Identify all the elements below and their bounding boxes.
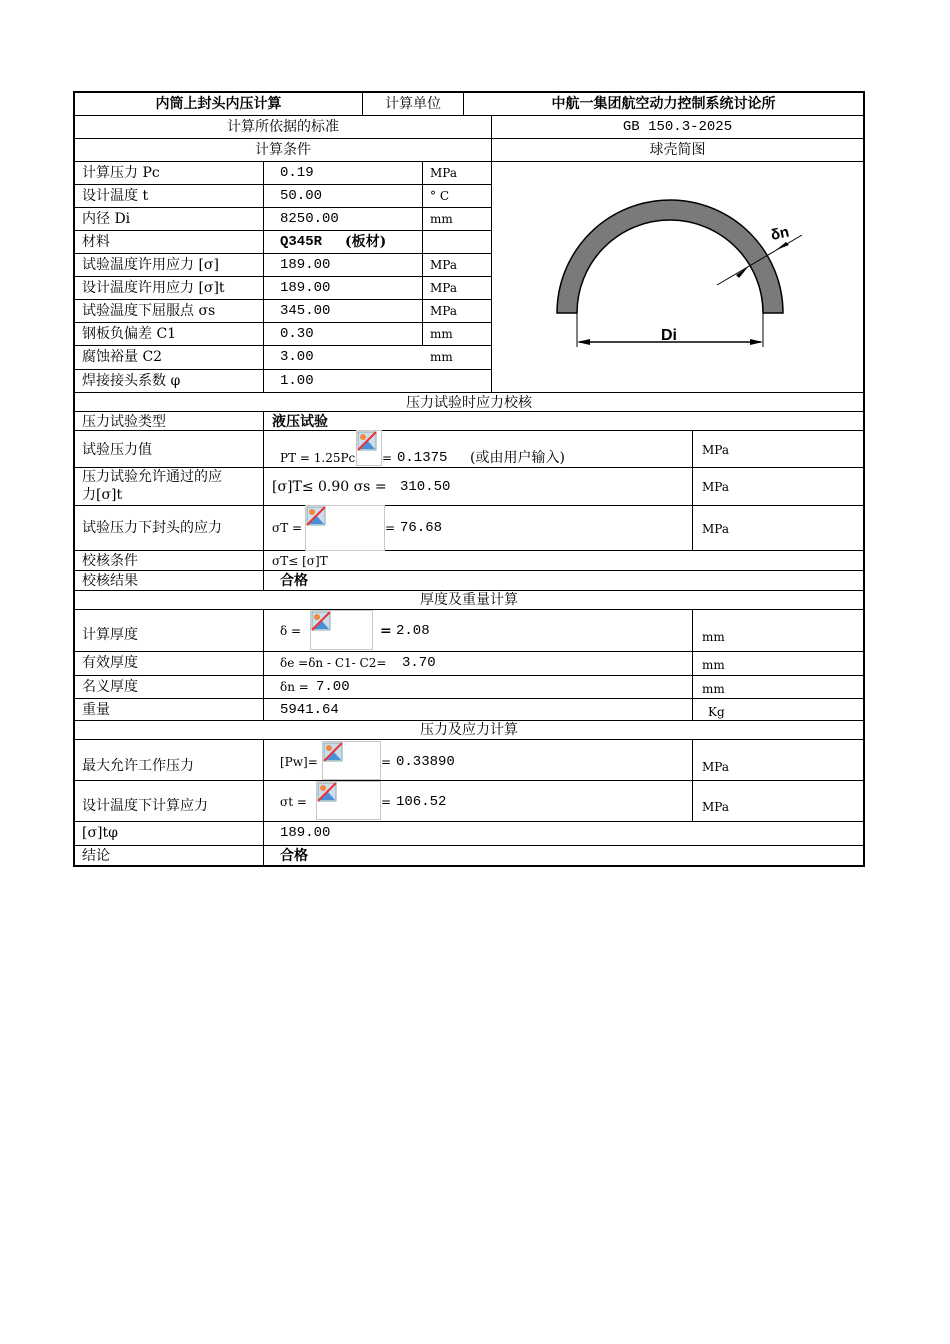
design-stress-unit: MPa: [702, 800, 729, 814]
design-stress-label: 设计温度下计算应力: [82, 798, 208, 814]
shell-section: [557, 200, 783, 313]
unit-value: 中航一集团航空动力控制系统讨论所: [551, 96, 776, 112]
condition-value: 189.00: [280, 257, 331, 273]
conditions-label: 计算条件: [255, 142, 311, 158]
allow-phi-value: 189.00: [280, 825, 331, 841]
nom-thickness-formula: δn =: [280, 680, 309, 694]
design-stress-formula: σt =: [280, 795, 307, 809]
equals-sign: =: [385, 521, 396, 535]
section-title-pressure-test: 压力试验时应力校核: [406, 395, 532, 411]
test-pressure-formula: PT = 1.25Pc: [280, 451, 356, 465]
nom-thickness-label: 名义厚度: [82, 679, 138, 695]
check-condition-value: σT≤ [σ]T: [272, 554, 328, 568]
allow-stress-label-2: 力[σ]t: [82, 487, 123, 503]
test-pressure-label: 试验压力值: [82, 442, 152, 458]
allow-stress-formula: [σ]T≤ 0.90 σs =: [272, 479, 387, 495]
design-stress-value: 106.52: [396, 794, 447, 810]
condition-value: 0.19: [280, 165, 314, 181]
test-type-label: 压力试验类型: [82, 414, 166, 430]
standard-value: GB 150.3-2025: [622, 119, 733, 135]
test-stress-unit: MPa: [702, 522, 729, 536]
di-label: Di: [661, 327, 677, 344]
diagram-label: 球壳简图: [649, 142, 706, 158]
condition-value: 345.00: [280, 303, 331, 319]
condition-label: 钢板负偏差 C1: [82, 326, 177, 342]
allow-stress-value: 310.50: [400, 479, 451, 495]
weight-value: 5941.64: [280, 702, 339, 718]
standard-label: 计算所依据的标准: [227, 119, 339, 135]
condition-unit: mm: [430, 212, 453, 226]
condition-unit: MPa: [430, 166, 457, 180]
check-condition-label: 校核条件: [82, 553, 138, 569]
test-stress-formula: σT =: [272, 521, 303, 535]
condition-label: 试验温度下屈服点 σs: [82, 303, 216, 319]
weight-label: 重量: [82, 702, 110, 718]
condition-unit: mm: [430, 350, 453, 364]
eff-thickness-unit: mm: [702, 658, 725, 672]
condition-label: 焊接接头系数 φ: [82, 373, 181, 389]
calc-thickness-label: 计算厚度: [82, 627, 138, 643]
condition-unit: MPa: [430, 304, 457, 318]
calc-thickness-value: 2.08: [396, 623, 430, 639]
condition-value-note: (板材): [345, 234, 387, 250]
allow-phi-label: [σ]tφ: [82, 825, 118, 841]
condition-value: 8250.00: [280, 211, 339, 227]
condition-unit: ° C: [430, 189, 449, 203]
allow-stress-label: 压力试验允许通过的应: [82, 469, 222, 485]
equals-sign: =: [381, 795, 392, 809]
arrow-right: [750, 339, 763, 345]
eff-thickness-label: 有效厚度: [82, 655, 138, 671]
equals-sign: =: [382, 451, 393, 465]
check-result-label: 校核结果: [82, 573, 138, 589]
broken-image-icon: [306, 506, 326, 526]
formula-image: [322, 741, 381, 780]
mawp-unit: MPa: [702, 760, 729, 774]
condition-label: 设计温度 t: [82, 188, 149, 204]
condition-unit: MPa: [430, 258, 457, 272]
test-pressure-note: (或由用户输入): [470, 450, 565, 466]
conclusion-label: 结论: [82, 848, 110, 864]
condition-label: 腐蚀裕量 C2: [82, 349, 163, 365]
test-type-value: 液压试验: [272, 414, 328, 430]
formula-image: [305, 505, 385, 551]
nom-thickness-value: 7.00: [316, 679, 350, 695]
spherical-shell-diagram: [540, 190, 820, 355]
calc-thickness-formula: δ =: [280, 624, 302, 638]
condition-label: 内径 Di: [82, 211, 131, 227]
test-stress-label: 试验压力下封头的应力: [82, 520, 222, 536]
section-title-stress-calc: 压力及应力计算: [420, 722, 518, 738]
nom-thickness-unit: mm: [702, 682, 725, 696]
section-title-thickness: 厚度及重量计算: [420, 592, 518, 608]
broken-image-icon: [317, 782, 337, 802]
arrow-left: [577, 339, 590, 345]
mawp-value: 0.33890: [396, 754, 455, 770]
condition-unit: MPa: [430, 281, 457, 295]
arrow-outer: [776, 242, 789, 250]
broken-image-icon: [357, 431, 377, 451]
unit-label: 计算单位: [385, 96, 441, 112]
condition-value: Q345R: [280, 234, 323, 250]
condition-label: 材料: [82, 234, 110, 250]
formula-image: [356, 430, 382, 466]
mawp-label: 最大允许工作压力: [82, 758, 194, 774]
condition-value: 0.30: [280, 326, 314, 342]
allow-stress-unit: MPa: [702, 480, 729, 494]
weight-unit: Kg: [708, 705, 725, 719]
condition-value: 3.00: [280, 349, 314, 365]
condition-label: 计算压力 Pc: [82, 165, 160, 181]
condition-value: 50.00: [280, 188, 323, 204]
test-pressure-unit: MPa: [702, 443, 729, 457]
condition-label: 设计温度许用应力 [σ]t: [82, 280, 225, 296]
test-stress-value: 76.68: [400, 520, 443, 536]
test-pressure-value: 0.1375: [397, 450, 448, 466]
conclusion-value: 合格: [280, 848, 308, 864]
equals-sign: =: [380, 623, 392, 639]
condition-unit: mm: [430, 327, 453, 341]
eff-thickness-formula: δe =δn - C1- C2=: [280, 656, 387, 670]
report-title: 内筒上封头内压计算: [155, 96, 282, 112]
formula-image: [316, 781, 381, 820]
condition-label: 试验温度许用应力 [σ]: [82, 257, 219, 273]
calc-thickness-unit: mm: [702, 630, 725, 644]
broken-image-icon: [323, 742, 343, 762]
condition-value: 189.00: [280, 280, 331, 296]
broken-image-icon: [311, 611, 331, 631]
check-result-value: 合格: [280, 573, 308, 589]
equals-sign: =: [381, 755, 392, 769]
condition-value: 1.00: [280, 373, 314, 389]
mawp-formula: [Pw]=: [280, 755, 318, 769]
eff-thickness-value: 3.70: [402, 655, 436, 671]
formula-image: [310, 610, 373, 650]
delta-n-label: δn: [769, 223, 791, 244]
